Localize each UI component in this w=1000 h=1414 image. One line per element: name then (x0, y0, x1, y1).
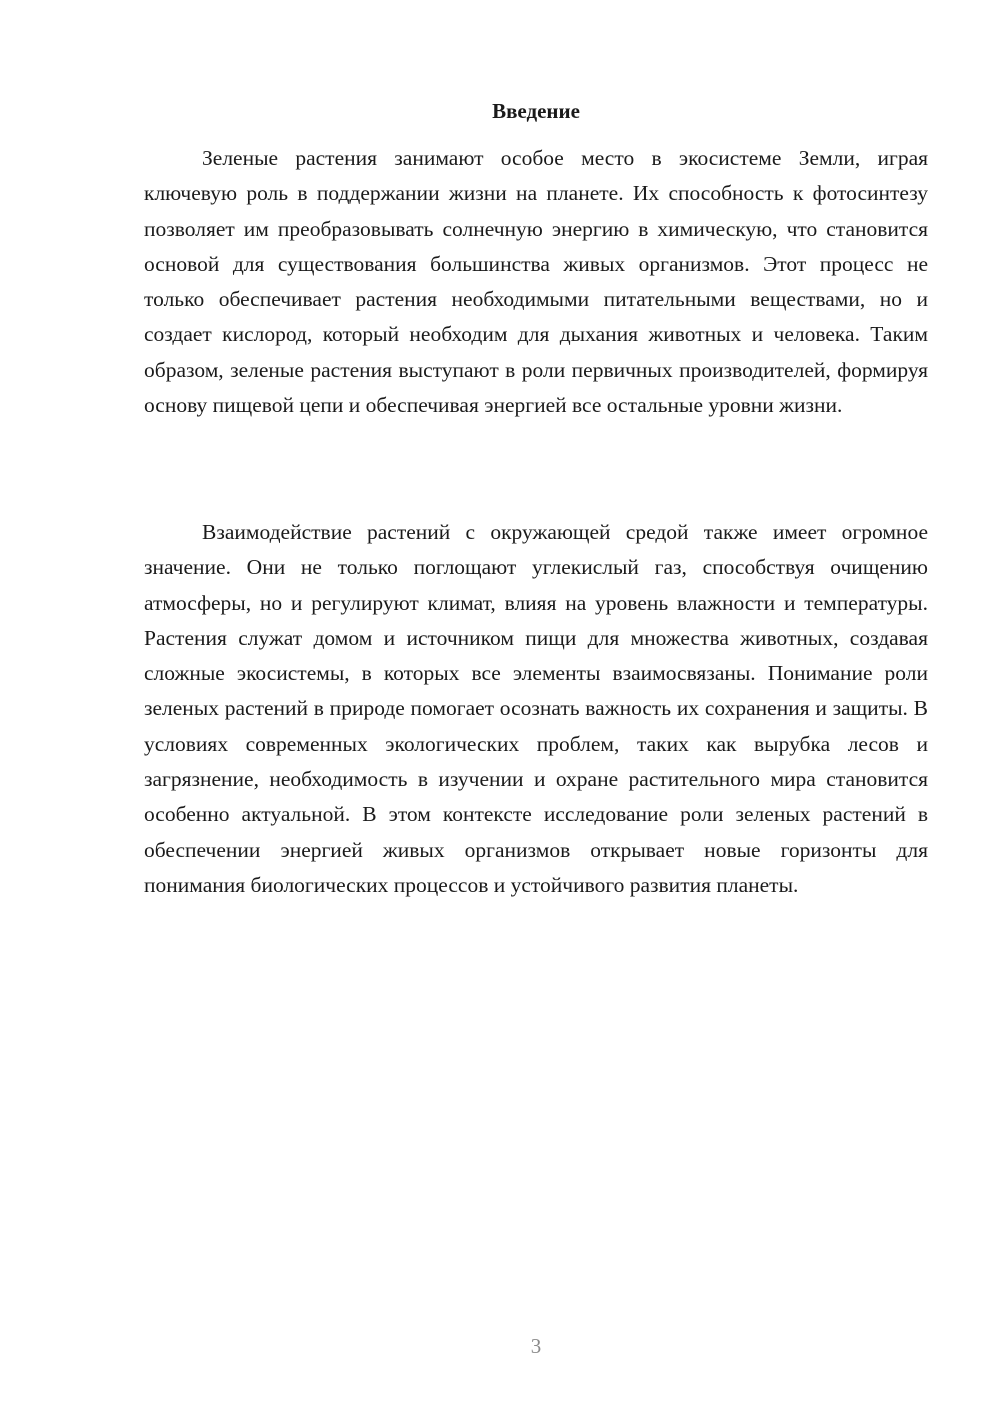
paragraph-intro: Зеленые растения занимают особое место в экосистеме Земли, играя ключевую роль в поддержании жизни на планете. Их способность к фотосинтезу позволяет им преобразовывать солнечную энергию в химическую, что становится основой для существования большинства живых организмов. Этот процесс не только обеспечивает растения необходимыми питательными веществами, но и создает кислород, который необходим для дыхания животных и человека. Таким образом, зеленые растения выступают в роли первичных производителей, формируя основу пищевой цепи и обеспечивая энергией все остальные уровни жизни. (144, 146, 928, 418)
page-number: 3 (530, 1334, 542, 1358)
paragraph-interaction: Взаимодействие растений с окружающей средой также имеет огромное значение. Они не только поглощают углекислый газ, способствуя очищению атмосферы, но и регулируют климат, влияя на уровень влажности и температуры. Растения служат домом и источником пищи для множества животных, создавая сложные экосистемы, в которых все элементы взаимосвязаны. Понимание роли зеленых растений в природе помогает осознать важность их сохранения и защиты. В условиях современных экологических проблем, таких как вырубка лесов и загрязнение, необходимость в изучении и охране растительного мира становится особенно актуальной. В этом контексте исследование роли зеленых растений в обеспечении энергией живых организмов открывает новые горизонты для понимания биологических процессов и устойчивого развития планеты. (144, 520, 928, 897)
section-heading: Введение (492, 99, 580, 123)
